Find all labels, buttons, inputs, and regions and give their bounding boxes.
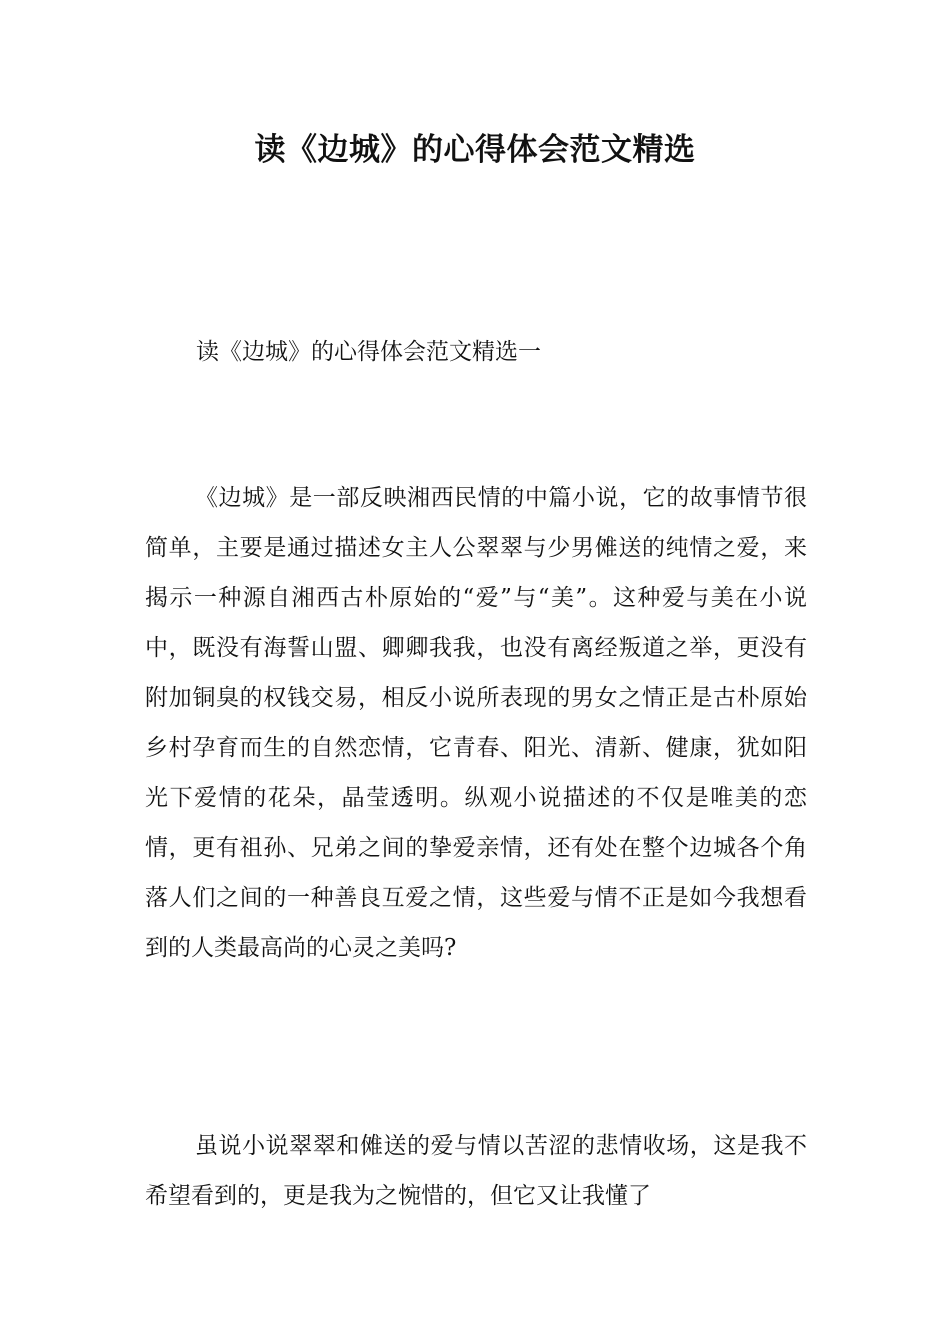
document-title: 读《边城》的心得体会范文精选: [254, 132, 696, 168]
body-paragraph-2: 虽说小说翠翠和傩送的爱与情以苦涩的悲情收场，这是我不希望看到的，更是我为之惋惜的，但它又让我懂了: [145, 1133, 807, 1209]
section-subtitle: 读《边城》的心得体会范文精选一: [196, 339, 541, 365]
body-paragraph-1: 《边城》是一部反映湘西民情的中篇小说，它的故事情节很简单，主要是通过描述女主人公翠翠与少男傩送的纯情之爱，来揭示一种源自湘西古朴原始的“爱”与“美”。这种爱与美在小说中，既没有海誓山盟、卿卿我我，也没有离经叛道之举，更没有附加铜臭的权钱交易，相反小说所表现的男女之情正是古朴原始乡村孕育而生的自然恋情，它青春、阳光、清新、健康，犹如阳光下爱情的花朵，晶莹透明。纵观小说描述的不仅是唯美的恋情，更有祖孙、兄弟之间的挚爱亲情，还有处在整个边城各个角落人们之间的一种善良互爱之情，这些爱与情不正是如今我想看到的人类最高尚的心灵之美吗?: [145, 485, 807, 961]
